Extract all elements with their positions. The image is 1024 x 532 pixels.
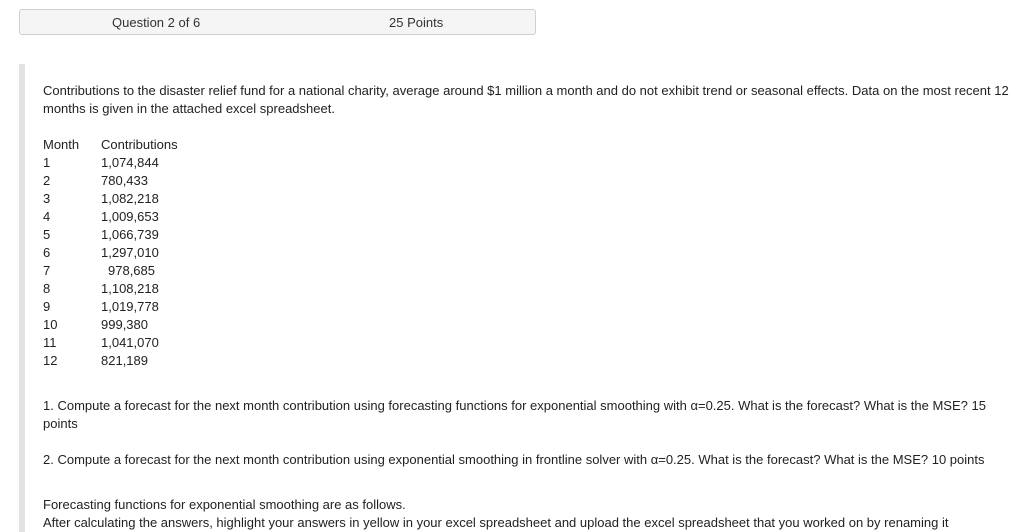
contribution-cell: 1,297,010 xyxy=(101,245,159,260)
question-notes xyxy=(43,496,1024,532)
contribution-cell: 999,380 xyxy=(101,317,148,332)
month-cell: 4 xyxy=(43,209,51,224)
table-row xyxy=(43,280,178,298)
table-row xyxy=(43,226,178,244)
table-row xyxy=(43,172,178,190)
table-row xyxy=(43,262,178,280)
table-row xyxy=(43,154,178,172)
table-row xyxy=(43,352,178,370)
question-header xyxy=(19,9,536,35)
contribution-cell: 780,433 xyxy=(101,173,148,188)
contribution-cell: 821,189 xyxy=(101,353,148,368)
question-part-2: 2. Compute a forecast for the next month contribution using exponential smoothing in frontline solver with α=0.25. What is the forecast? What is the MSE? 10 points xyxy=(43,452,985,467)
month-cell: 7 xyxy=(43,263,51,278)
contributions-table xyxy=(43,136,178,370)
note-highlight-instructions: After calculating the answers, highlight your answers in yellow in your excel spreadsheet and upload the excel spreadsheet that you worked on by renaming it xyxy=(43,515,949,530)
month-cell: 12 xyxy=(43,353,58,368)
contribution-cell: 1,108,218 xyxy=(101,281,159,296)
question-number: Question 2 of 6 xyxy=(112,15,201,30)
question-points: 25 Points xyxy=(389,15,444,30)
month-cell: 3 xyxy=(43,191,51,206)
month-cell: 6 xyxy=(43,245,51,260)
note-forecasting-functions: Forecasting functions for exponential smoothing are as follows. xyxy=(43,497,406,512)
month-cell: 1 xyxy=(43,155,51,170)
table-row xyxy=(43,298,178,316)
contribution-cell: 1,082,218 xyxy=(101,191,159,206)
question-part-1: 1. Compute a forecast for the next month contribution using forecasting functions for exponential smoothing with α=0.25. What is the forecast? What is the MSE? 15 points xyxy=(43,398,986,431)
month-cell: 9 xyxy=(43,299,51,314)
month-cell: 8 xyxy=(43,281,51,296)
table-header-month: Month xyxy=(43,137,80,152)
contribution-cell: 1,066,739 xyxy=(101,227,159,242)
table-row xyxy=(43,208,178,226)
table-row xyxy=(43,316,178,334)
table-row xyxy=(43,244,178,262)
table-header-contributions: Contributions xyxy=(101,137,178,152)
month-cell: 10 xyxy=(43,317,58,332)
contribution-cell: 1,074,844 xyxy=(101,155,159,170)
month-cell: 11 xyxy=(43,335,57,350)
question-intro: Contributions to the disaster relief fund for a national charity, average around $1 million a month and do not exhibit trend or seasonal effects. Data on the most recent 12 months is given in the attached excel spreadsheet. xyxy=(43,83,1009,116)
month-cell: 2 xyxy=(43,173,51,188)
month-cell: 5 xyxy=(43,227,51,242)
contribution-cell: 1,019,778 xyxy=(101,299,159,314)
contribution-cell: 978,685 xyxy=(108,263,155,278)
contribution-cell: 1,009,653 xyxy=(101,209,159,224)
table-row xyxy=(43,190,178,208)
table-row xyxy=(43,334,178,352)
table-header-row xyxy=(43,136,178,154)
contribution-cell: 1,041,070 xyxy=(101,335,159,350)
